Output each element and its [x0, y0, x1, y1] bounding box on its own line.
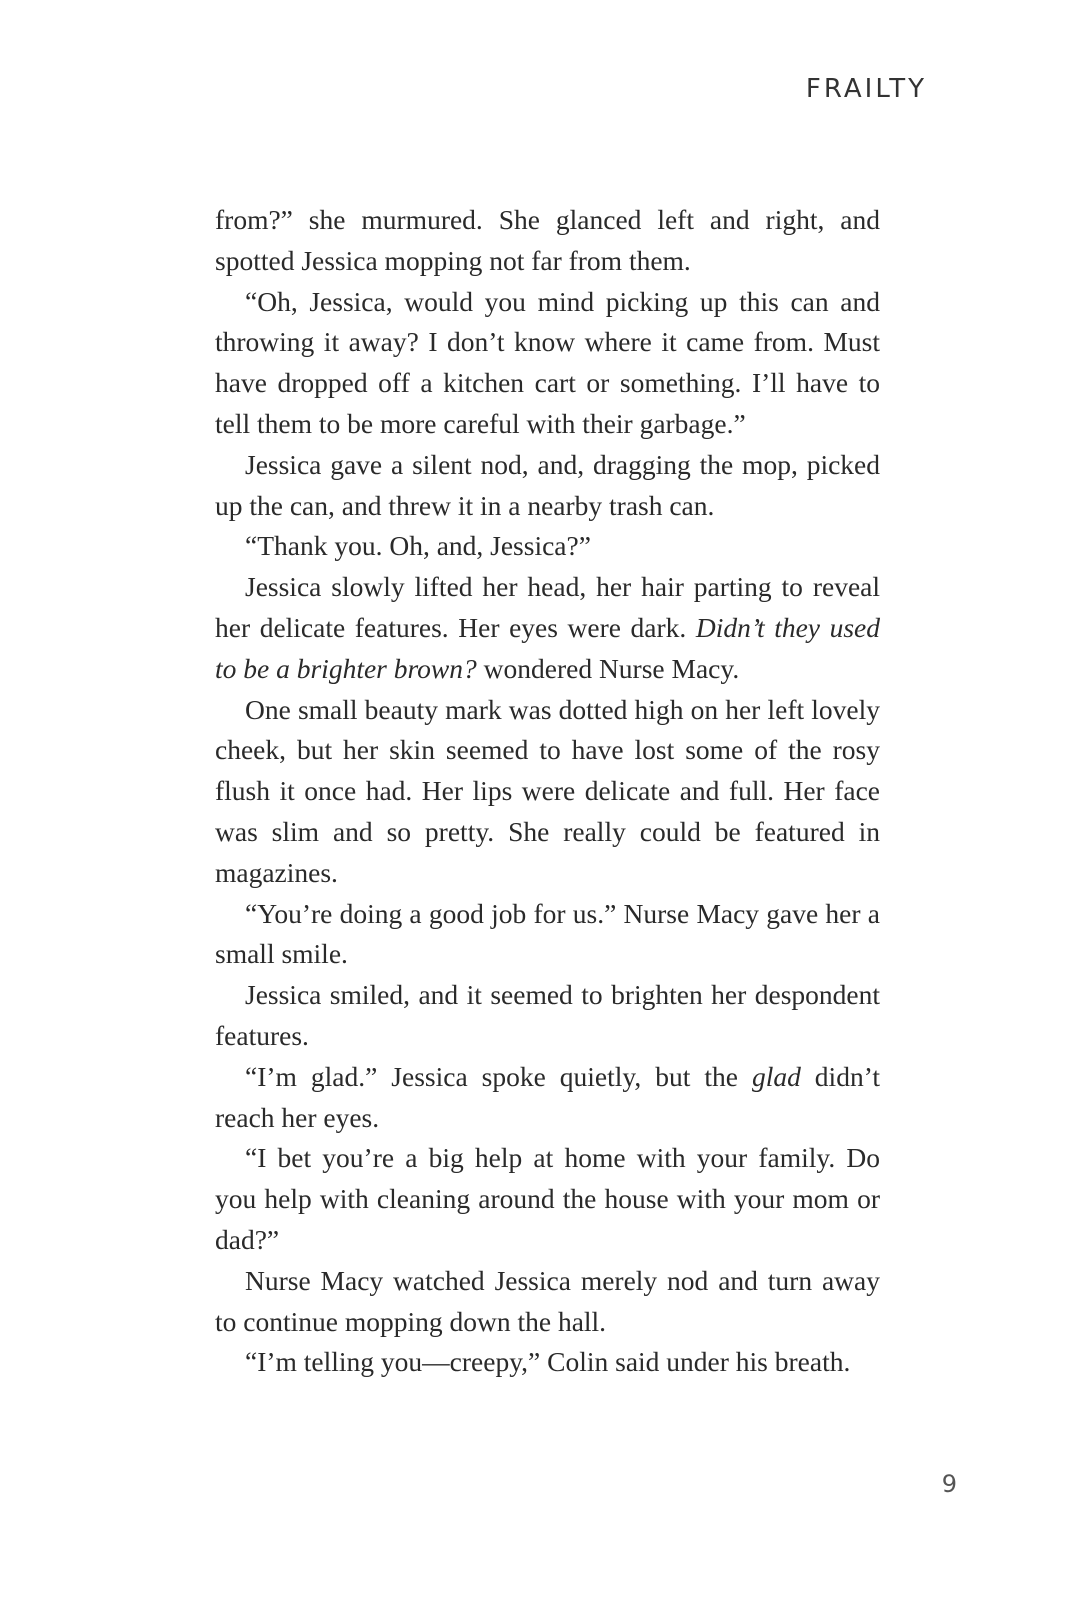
text-run: “I’m glad.” Jessica spoke quietly, but the [245, 1060, 752, 1092]
text-run: wondered Nurse Macy. [476, 652, 740, 684]
italic-text: glad [751, 1060, 801, 1092]
paragraph [215, 526, 880, 567]
paragraph [215, 282, 880, 445]
italic-text: Didn’t they used to be a brighter brown? [215, 611, 880, 684]
text-run: Jessica gave a silent nod, and, dragging the mop, picked up the can, and threw it in a nearby trash can. [215, 448, 880, 521]
paragraph [215, 690, 880, 894]
paragraph [215, 567, 880, 689]
paragraph [215, 1057, 880, 1139]
paragraph [215, 445, 880, 527]
text-run: “Thank you. Oh, and, Jessica?” [245, 530, 591, 562]
text-run: Jessica smiled, and it seemed to brighten her despondent features. [215, 979, 880, 1051]
body-text [215, 200, 880, 1383]
running-head-title: FRAILTY [805, 74, 927, 104]
text-run: didn’t reach her eyes. [215, 1060, 881, 1133]
text-run: from?” she murmured. She glanced left and right, and spotted Jessica mopping not far from them. [215, 204, 880, 276]
text-run: “I bet you’re a big help at home with your family. Do you help with cleaning around the house with your mom or dad?” [215, 1142, 880, 1255]
text-run: “Oh, Jessica, would you mind picking up this can and throwing it away? I don’t know where it came from. Must have dropped off a kitchen cart or something. I’ll have to tell them to be more careful with their garbage.” [215, 285, 880, 439]
paragraph [215, 1342, 880, 1383]
page-number: 9 [941, 1470, 957, 1498]
paragraph [215, 200, 880, 282]
text-run: “I’m telling you—creepy,” Colin said under his breath. [245, 1346, 851, 1378]
paragraph [215, 894, 880, 976]
text-run: “You’re doing a good job for us.” Nurse Macy gave her a small smile. [215, 897, 880, 970]
paragraph [215, 1261, 880, 1343]
text-run: Jessica slowly lifted her head, her hair parting to reveal her delicate features. Her eyes were dark. [215, 571, 880, 643]
paragraph [215, 1138, 880, 1260]
text-run: Nurse Macy watched Jessica merely nod and turn away to continue mopping down the hall. [215, 1264, 880, 1337]
paragraph [215, 975, 880, 1057]
text-run: One small beauty mark was dotted high on her left lovely cheek, but her skin seemed to have lost some of the rosy flush it once had. Her lips were delicate and full. Her face was slim and so pretty. She really could be featured in magazines. [215, 693, 880, 888]
